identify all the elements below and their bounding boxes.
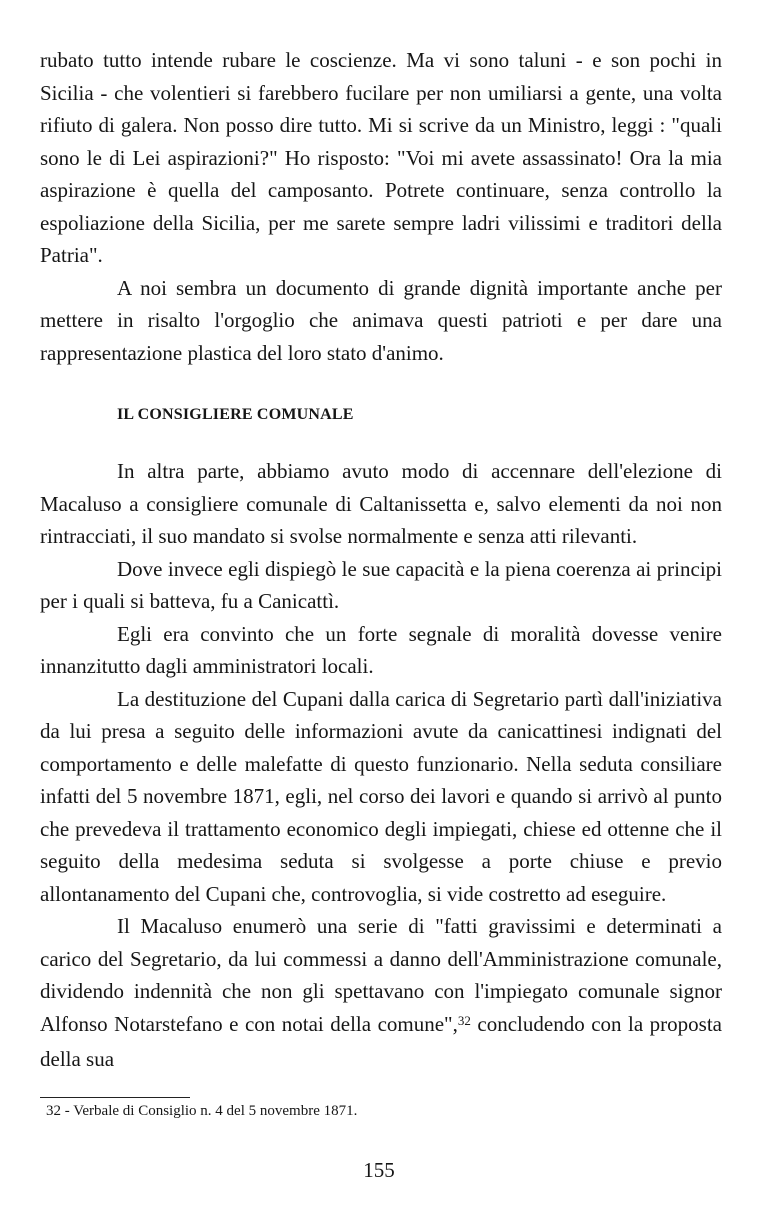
paragraph-continuation: rubato tutto intende rubare le coscienze. Ma vi sono taluni - e son pochi in Sicilia - che volentieri si farebbero fucilare per non umiliarsi a gente, una volta rifiuto di galera. Non posso dire tutto. Mi si scrive da un Ministro, leggi : "quali sono le di Lei aspirazioni?" Ho risposto: "Voi mi avete assassinato! Ora la mia aspirazione è quella del camposanto. Potrete continuare, senza controllo la espoliazione della Sicilia, per me sarete sempre ladri vilissimi e traditori della Patria". xyxy=(40,48,722,267)
section-heading: IL CONSIGLIERE COMUNALE xyxy=(117,406,354,423)
footnote-divider xyxy=(40,1097,190,1098)
section-heading-block xyxy=(40,403,722,427)
paragraph-cupani-removal: La destituzione del Cupani dalla carica di Segretario partì dall'iniziativa da lui presa a seguito delle informazioni avute da canicattinesi indignati del comportamento e delle malefatte di questo funzionario. Nella seduta consiliare infatti del 5 novembre 1871, egli, nel corso dei lavori e quando si arrivò al punto che prevedeva il trattamento economico degli impiegati, chiese ed ottenne che il seguito della medesima seduta si svolgesse a porte chiuse e previo allontanamento del Cupani che, controvoglia, si vide costretto ad eseguire. xyxy=(40,686,722,906)
paragraph-election: In altra parte, abbiamo avuto modo di accennare dell'elezione di Macaluso a consigliere comunale di Caltanissetta e, salvo elementi da noi non rintracciati, il suo mandato si svolse normalmente e senza atti rilevanti. xyxy=(40,459,722,548)
footnote-reference: 32 xyxy=(457,1012,471,1028)
paragraph-document-comment: A noi sembra un documento di grande dignità importante anche per mettere in risalto l'orgoglio che animava questi patrioti e per dare una rappresentazione plastica del loro stato d'animo. xyxy=(40,275,722,365)
footnote: 32 - Verbale di Consiglio n. 4 del 5 novembre 1871. xyxy=(46,1103,358,1119)
paragraph-accusations xyxy=(40,910,722,1076)
paragraph-accusations-tail: concludendo con la proposta della sua xyxy=(40,1011,722,1071)
paragraph-accusations-text: Il Macaluso enumerò una serie di "fatti gravissimi e determinati a carico del Segretario, da lui commessi a danno dell'Amministrazione comunale, dividendo indennità che non gli spettavano con l'impiegato comunale signor Alfonso Notarstefano e con notai della comune", xyxy=(40,914,722,1036)
paragraph-morality: Egli era convinto che un forte segnale di moralità dovesse venire innanzitutto dagli amministratori locali. xyxy=(40,621,722,678)
page-body xyxy=(40,44,722,1076)
page-number: 155 xyxy=(363,1158,395,1182)
paragraph-canicatti: Dove invece egli dispiegò le sue capacità e la piena coerenza ai principi per i quali si batteva, fu a Canicattì. xyxy=(40,556,722,613)
